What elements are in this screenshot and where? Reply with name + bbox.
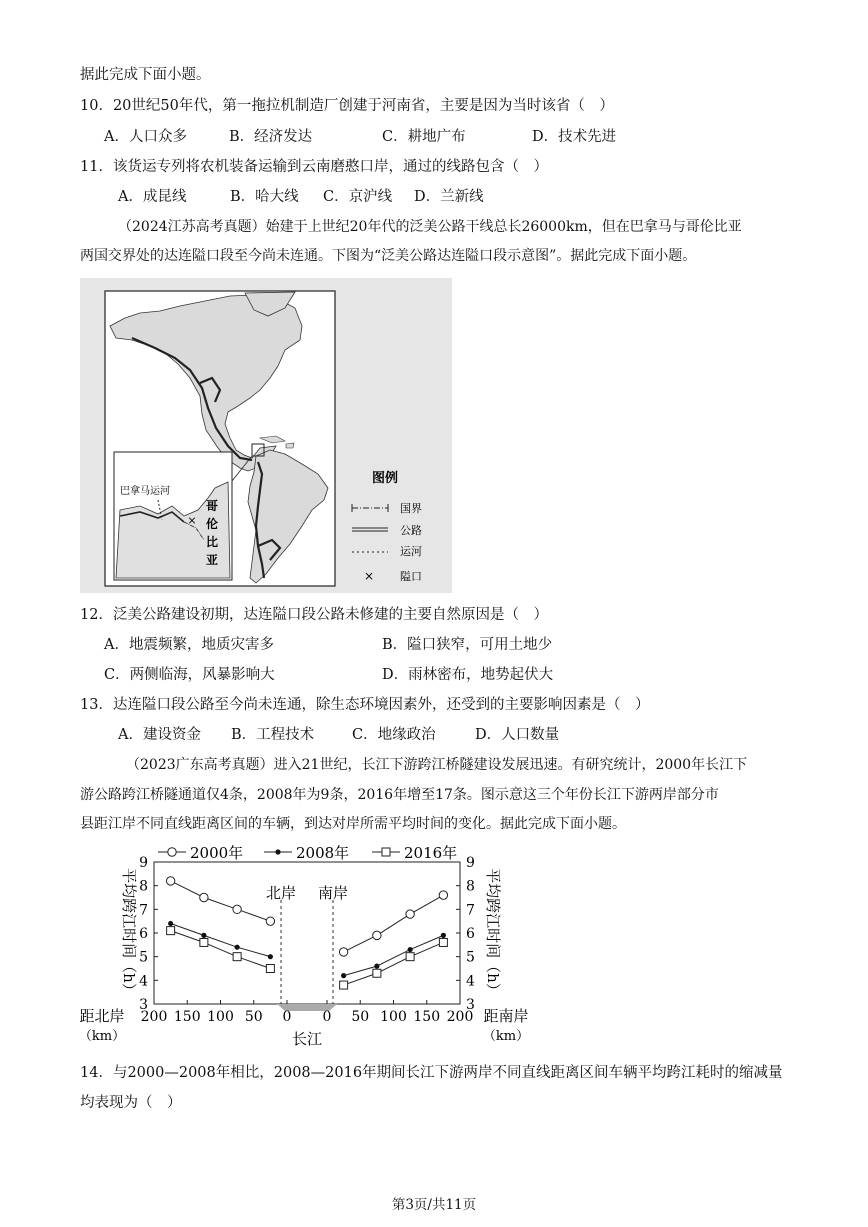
data-point-south-2 <box>406 953 414 961</box>
darien-gap-x: × <box>187 514 197 527</box>
q10-stem: 10．20世纪50年代，第一拖拉机制造厂创建于河南省，主要是因为当时该省（ ） <box>80 98 614 114</box>
passage2-line2: 游公路跨江桥隧通道仅4条，2008年为9条，2016年增至17条。图示意这三个年份长江下游两岸部分市 <box>80 787 719 803</box>
x-tick-label-north: 50 <box>244 1009 263 1025</box>
q13-option-a: A．建设资金 <box>118 727 201 743</box>
q13-options <box>118 725 718 745</box>
inset-country-char-4: 亚 <box>206 553 219 567</box>
q10-option-b: B．经济发达 <box>229 129 313 145</box>
data-point-south-2 <box>439 938 447 946</box>
inset-canal-label: 巴拿马运河 <box>120 486 170 497</box>
data-point-north-1 <box>201 933 206 938</box>
q10-option-d: D．技术先进 <box>532 129 617 145</box>
data-point-north-2 <box>233 953 241 961</box>
legend-pass-label: 隘口 <box>400 570 422 583</box>
y-tick-label-right: 8 <box>466 878 475 895</box>
q10-options <box>104 127 804 147</box>
q14-line2: 均表现为（ ） <box>80 1095 182 1111</box>
x-tick-label-north: 150 <box>173 1009 201 1025</box>
series-line-south-2 <box>344 942 444 985</box>
x-tick-label-south: 0 <box>322 1009 332 1025</box>
y-tick-label-right: 6 <box>466 926 475 942</box>
inset-country-char-1: 哥 <box>206 499 219 513</box>
q11-options <box>118 187 718 207</box>
y-tick-label-right: 9 <box>466 855 475 871</box>
data-point-north-0 <box>233 905 241 913</box>
q10-option-a: A．人口众多 <box>104 129 187 145</box>
q12-stem: 12．泛美公路建设初期，达连隘口段公路未修建的主要自然原因是（ ） <box>80 607 548 623</box>
passage2-line3: 县距江岸不同直线距离区间的车辆，到达对岸所需平均时间的变化。据此完成下面小题。 <box>80 816 626 832</box>
q11-option-a: A．成昆线 <box>118 189 187 205</box>
data-point-south-2 <box>373 969 381 977</box>
data-point-south-0 <box>339 948 347 956</box>
data-point-north-1 <box>268 954 273 959</box>
legend-pass-symbol: × <box>364 569 375 583</box>
y-tick-label-right: 4 <box>466 973 475 990</box>
chart-frame <box>154 862 460 1004</box>
data-point-north-1 <box>235 945 240 950</box>
legend-marker-2 <box>382 848 390 856</box>
y-tick-label-right: 7 <box>466 902 475 919</box>
data-point-north-1 <box>168 921 173 926</box>
q11-option-d: D．兰新线 <box>414 189 484 205</box>
y-tick-label-left: 3 <box>139 997 148 1013</box>
y-tick-label-left: 5 <box>139 949 148 966</box>
intro-text: 据此完成下面小题。 <box>80 67 211 83</box>
legend-highway-label: 公路 <box>400 524 422 537</box>
legend-marker-1 <box>275 849 280 854</box>
x-tick-label-south: 200 <box>446 1009 474 1025</box>
data-point-south-1 <box>408 947 413 952</box>
y-axis-title-left: 平均跨江时间（h） <box>120 868 138 998</box>
data-point-south-0 <box>373 931 381 939</box>
data-point-north-2 <box>167 927 175 935</box>
data-point-north-2 <box>200 938 208 946</box>
x-tick-label-north: 200 <box>140 1009 168 1025</box>
x-tick-label-north: 0 <box>282 1009 292 1025</box>
data-point-south-1 <box>341 973 346 978</box>
pan-american-highway-map <box>80 278 452 593</box>
data-point-north-0 <box>200 893 208 901</box>
q14-line1: 14．与2000—2008年相比，2008—2016年期间长江下游两岸不同直线距离区间车辆平均跨江耗时的缩减量 <box>80 1065 783 1081</box>
legend-canal-label: 运河 <box>400 545 422 558</box>
page-footer: 第3页/共11页 <box>391 1197 477 1213</box>
passage1-line1: （2024江苏高考真题）始建于上世纪20年代的泛美公路干线总长26000km，但在巴拿马与哥伦比亚 <box>118 219 742 235</box>
passage1-line2: 两国交界处的达连隘口段至今尚未连通。下图为“泛美公路达连隘口段示意图”。据此完成下面小题。 <box>80 248 697 264</box>
q12-option-a: A．地震频繁，地质灾害多 <box>104 637 274 653</box>
inset-country-char-3: 比 <box>206 535 219 549</box>
x-axis-label-north: 距北岸 <box>79 1007 125 1025</box>
y-tick-label-left: 8 <box>139 878 148 895</box>
y-tick-label-right: 3 <box>466 997 475 1013</box>
data-point-south-2 <box>340 981 348 989</box>
series-line-south-1 <box>344 935 444 975</box>
q12-option-b: B．隘口狭窄，可用土地少 <box>382 637 553 653</box>
data-point-south-0 <box>406 910 414 918</box>
q13-option-d: D．人口数量 <box>475 727 560 743</box>
y-axis-title-right: 平均跨江时间（h） <box>484 868 502 998</box>
data-point-south-1 <box>441 933 446 938</box>
series-line-south-0 <box>344 895 444 952</box>
series-line-north-1 <box>171 924 271 957</box>
legend-marker-0 <box>168 848 176 856</box>
chart-svg <box>78 842 538 1057</box>
q12-option-d: D．雨林密布，地势起伏大 <box>382 667 554 683</box>
q11-stem: 11．该货运专列将农机装备运输到云南磨憨口岸，通过的线路包含（ ） <box>80 159 548 175</box>
q11-option-b: B．哈大线 <box>230 189 299 205</box>
y-tick-label-right: 5 <box>466 949 475 966</box>
legend-border-label: 国界 <box>400 502 422 515</box>
y-tick-label-left: 7 <box>139 902 148 919</box>
q11-option-c: C．京沪线 <box>323 189 393 205</box>
x-tick-label-south: 150 <box>413 1009 441 1025</box>
legend-label-1: 2008年 <box>296 844 350 862</box>
data-point-north-0 <box>266 917 274 925</box>
x-axis-unit-north: （km） <box>78 1029 126 1044</box>
x-tick-label-south: 100 <box>380 1009 407 1025</box>
q13-stem: 13．达连隘口段公路至今尚未连通，除生态环境因素外，还受到的主要影响因素是（ ） <box>80 697 650 713</box>
south-bank-label: 南岸 <box>317 884 349 902</box>
x-axis-unit-south: （km） <box>482 1029 530 1044</box>
data-point-south-1 <box>374 964 379 969</box>
series-line-north-2 <box>171 931 271 969</box>
inset-country-char-2: 伦 <box>206 517 219 531</box>
legend-title: 图例 <box>372 471 399 486</box>
x-axis-label-south: 距南岸 <box>483 1007 529 1025</box>
legend-label-2: 2016年 <box>404 844 458 862</box>
map-svg <box>80 278 452 593</box>
data-point-north-2 <box>266 965 274 973</box>
data-point-north-0 <box>166 877 174 885</box>
passage2-line1: （2023广东高考真题）进入21世纪，长江下游跨江桥隧建设发展迅速。有研究统计，2000年长江下 <box>126 757 748 773</box>
y-tick-label-left: 9 <box>139 855 148 871</box>
y-tick-label-left: 6 <box>139 926 148 942</box>
legend-label-0: 2000年 <box>190 844 244 862</box>
x-tick-label-south: 50 <box>351 1009 370 1025</box>
q10-option-c: C．耕地广布 <box>382 129 466 145</box>
river-label: 长江 <box>291 1030 323 1048</box>
q13-option-b: B．工程技术 <box>231 727 315 743</box>
q12-options <box>104 635 804 685</box>
q12-option-c: C．两侧临海，风暴影响大 <box>104 667 275 683</box>
x-tick-label-north: 100 <box>207 1009 234 1025</box>
data-point-south-0 <box>439 891 447 899</box>
y-tick-label-left: 4 <box>139 973 148 990</box>
cross-river-time-chart <box>78 842 538 1057</box>
q13-option-c: C．地缘政治 <box>352 727 436 743</box>
series-line-north-0 <box>171 881 271 921</box>
north-bank-label: 北岸 <box>265 884 297 902</box>
